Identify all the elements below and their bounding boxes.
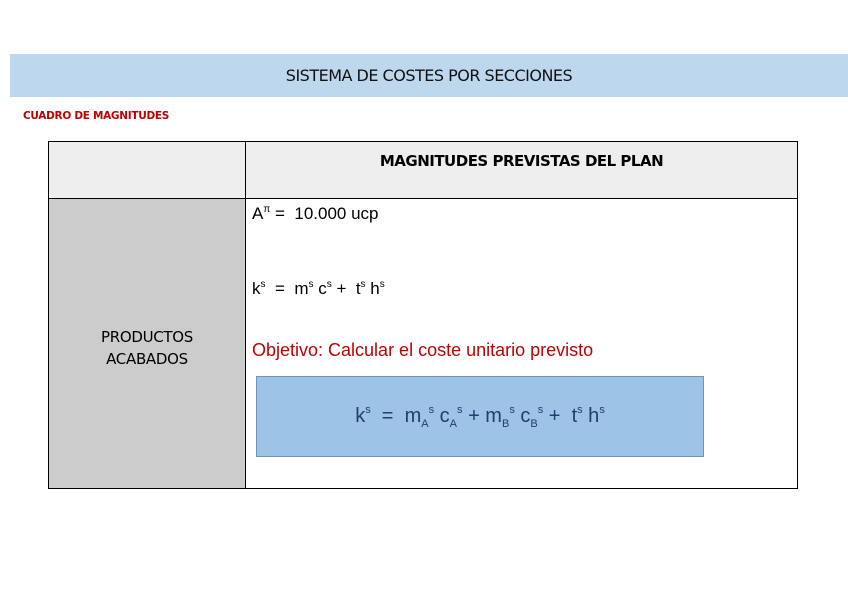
activity-volume: $A^\pi = 10.000$ ucp — [252, 204, 379, 223]
column-header-cell — [246, 142, 797, 199]
row-label-cell — [49, 199, 246, 488]
plan-magnitudes-cell — [246, 199, 797, 488]
magnitudes-table — [48, 141, 798, 489]
objective-text: Objetivo: Calcular el coste unitario previsto — [252, 340, 594, 360]
general-cost-formula: $k^s = m^s$ $c^s + t^s$ $h^s$ — [252, 279, 385, 298]
page-title: SISTEMA DE COSTES POR SECCIONES — [285, 66, 573, 85]
page-title-banner — [10, 54, 848, 97]
row-label-line1: PRODUCTOS — [100, 327, 194, 346]
section-subtitle: CUADRO DE MAGNITUDES — [23, 110, 169, 122]
detailed-cost-formula: $k^s = m_A^s$ $c_A^s + m_B^s$ $c_B^s + t^s$ $h^s$ — [355, 404, 605, 430]
column-header: MAGNITUDES PREVISTAS DEL PLAN — [379, 152, 664, 170]
row-label-line2: ACABADOS — [106, 349, 188, 368]
table-corner-cell — [49, 142, 246, 199]
detailed-cost-formula-box — [256, 376, 704, 457]
